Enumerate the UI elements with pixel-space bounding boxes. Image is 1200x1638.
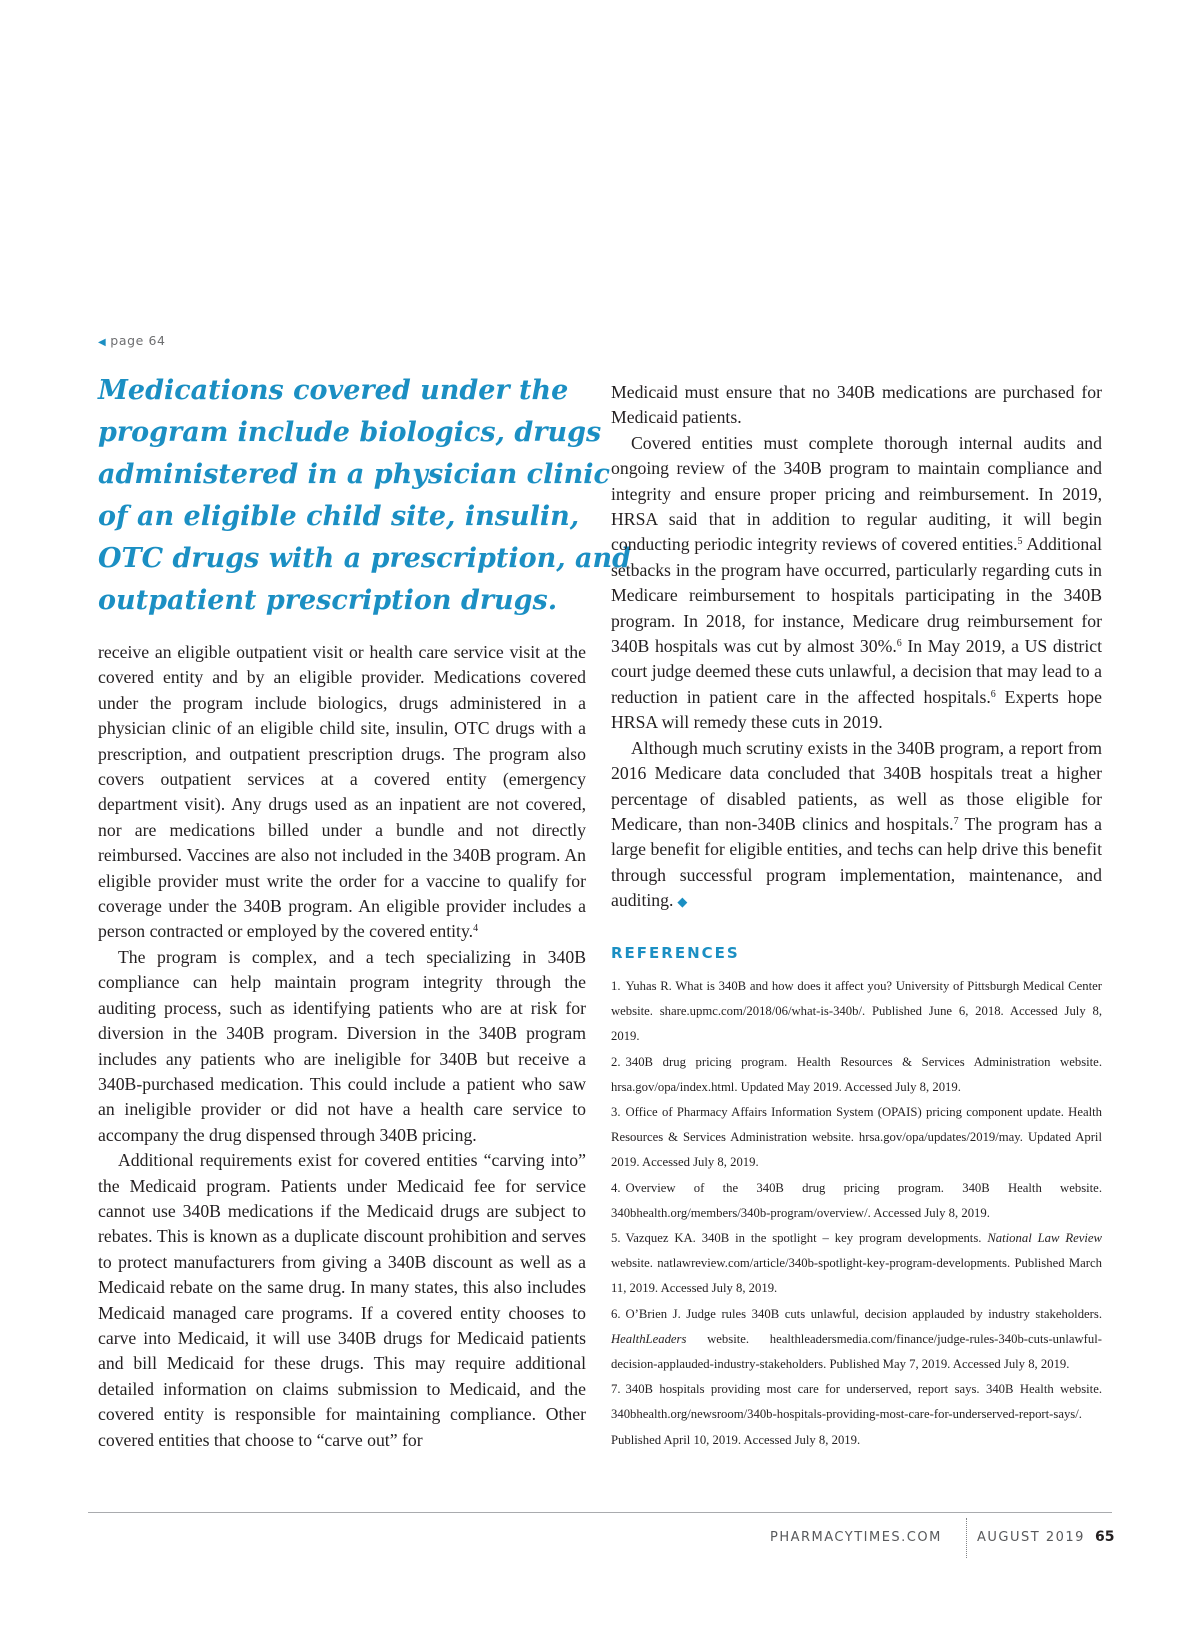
paragraph-text: Experts hope HRSA will remedy these cuts in 2019. [611, 686, 1102, 733]
reference-text: Vazquez KA. 340B in the spotlight – key program developments. [625, 1230, 988, 1245]
pull-quote-line: program include biologics, drugs [98, 417, 602, 448]
pull-quote-line: administered in a physician clinic [98, 459, 610, 490]
body-paragraph: Medicaid must ensure that no 340B medications are purchased for Medicaid patients. [611, 382, 1102, 428]
reference-item [611, 974, 1102, 1050]
reference-text: Overview of the 340B drug pricing program. 340B Health website. 340bhealth.org/members/340b-program/overview/. Accessed July 8, 2019. [611, 1180, 1102, 1220]
paragraph-text: Covered entities must complete thorough internal audits and ongoing review of the 340B program to maintain compliance and integrity and ensure proper pricing and reimbursement. In 2019, HRSA said that in addition to regular auditing, it will begin conducting periodic integrity reviews of covered entities. [611, 432, 1102, 555]
body-paragraph [98, 640, 586, 945]
reference-text: 340B hospitals providing most care for underserved, report says. 340B Health website. 340bhealth.org/newsroom/340b-hospitals-providing-most-care-for-underserved-report-says/. Published April 10, 2019. Accessed July 8, 2019. [611, 1382, 1102, 1447]
citation-superscript: 4 [473, 923, 479, 935]
body-paragraph [611, 431, 1102, 736]
reference-number: 6. [611, 1306, 621, 1321]
reference-item [611, 1050, 1102, 1100]
diamond-icon: ◆ [677, 894, 688, 910]
citation-superscript: 5 [1017, 536, 1023, 548]
pull-quote-line: of an eligible child site, insulin, [98, 501, 580, 532]
references-heading: REFERENCES [611, 943, 740, 962]
reference-item [611, 1226, 1102, 1302]
reference-item [611, 1302, 1102, 1378]
reference-number: 4. [611, 1180, 621, 1195]
references-list [611, 974, 1102, 1453]
left-triangle-icon: ◀ [98, 337, 107, 348]
pull-quote-line: OTC drugs with a prescription, and [98, 543, 632, 574]
reference-text: Office of Pharmacy Affairs Information System (OPAIS) pricing component update. Health Resources & Services Administration website. hrsa.gov/opa/updates/2019/may. Updated April 2019. Accessed July 8, 2019. [611, 1104, 1102, 1170]
reference-text: O’Brien J. Judge rules 340B cuts unlawful, decision applauded by industry stakeholders. [625, 1306, 1102, 1321]
right-text-column [611, 380, 1102, 1453]
paragraph-text: Although much scrutiny exists in the 340B program, a report from 2016 Medicare data concluded that 340B hospitals treat a higher percentage of disabled patients, as well as those eligible for Medicare, than non-340B clinics and hospitals. [611, 737, 1102, 834]
reference-number: 2. [611, 1054, 621, 1069]
reference-number: 5. [611, 1230, 621, 1245]
paragraph-text: receive an eligible outpatient visit or health care service visit at the covered entity and by an eligible provider. Medications covered under the program include biologics, drugs administered in a physician clinic of an eligible child site, insulin, OTC drugs with a prescription, and outpatient prescription drugs. The program also covers outpatient services at a covered entity (emergency department visit). Any drugs used as an inpatient are not covered, nor are medications billed under a bundle and not directly reimbursed. Vaccines are also not included in the 340B program. An eligible provider must write the order for a vaccine to qualify for coverage under the 340B program. An eligible provider includes a person contracted or employed by the covered entity. [98, 642, 586, 942]
continued-from-label [98, 333, 166, 348]
pull-quote-line: Medications covered under the [98, 375, 569, 406]
footer-issue-date: AUGUST 2019 [977, 1530, 1085, 1545]
footer-website: PHARMACYTIMES.COM [770, 1530, 942, 1545]
body-paragraph [611, 736, 1102, 915]
paragraph-text: The program has a large benefit for eligible entities, and techs can help drive this benefit through successful program implementation, maintenance, and auditing. [611, 813, 1102, 911]
reference-item [611, 1176, 1102, 1226]
citation-superscript: 6 [990, 688, 996, 700]
reference-text: Yuhas R. What is 340B and how does it affect you? University of Pittsburgh Medical Center website. share.upmc.com/2018/06/what-is-340b/. Published June 6, 2018. Accessed July 8, 2019. [611, 978, 1102, 1044]
footer-divider [88, 1512, 1112, 1513]
pull-quote-line: outpatient prescription drugs. [98, 585, 558, 616]
left-text-column [98, 640, 586, 1453]
paragraph-text: Additional setbacks in the program have occurred, particularly regarding cuts in Medicare reimbursement to hospitals participating in the 340B program. In 2018, for instance, Medicare drug reimbursement for 340B hospitals was cut by almost 30%. [611, 534, 1102, 657]
body-paragraph: Additional requirements exist for covered entities “carving into” the Medicaid program. Patients under Medicaid fee for service cannot use 340B medications if the Medicaid drugs are subject to rebates. This is known as a duplicate discount prohibition and serves to protect manufacturers from giving a 340B discount as well as a Medicaid rebate on the same drug. In many states, this also includes Medicaid managed care programs. If a covered entity chooses to carve into Medicaid, it will use 340B drugs for Medicaid patients and bill Medicaid for these drugs. This may require additional detailed information on claims submission to Medicaid, and the covered entity is responsible for maintaining compliance. Other covered entities that choose to “carve out” for [98, 1150, 586, 1450]
page-number: 65 [1095, 1529, 1115, 1545]
citation-superscript: 6 [896, 638, 902, 650]
citation-superscript: 7 [953, 815, 959, 827]
publication-title: HealthLeaders [611, 1331, 687, 1346]
reference-item [611, 1377, 1102, 1453]
paragraph-text: In May 2019, a US district court judge deemed these cuts unlawful, a decision that may lead to a reduction in patient care in the affected hospitals. [611, 636, 1102, 707]
reference-number: 1. [611, 978, 621, 993]
publication-title: National Law Review [987, 1230, 1102, 1245]
reference-text: website. healthleadersmedia.com/finance/judge-rules-340b-cuts-unlawful-decision-applauded-industry-stakeholders. Published May 7, 2019. Accessed July 8, 2019. [611, 1331, 1102, 1371]
reference-number: 3. [611, 1104, 621, 1119]
reference-item [611, 1100, 1102, 1176]
pull-quote [98, 370, 632, 622]
reference-number: 7. [611, 1382, 621, 1397]
reference-text: 340B drug pricing program. Health Resources & Services Administration website. hrsa.gov/opa/index.html. Updated May 2019. Accessed July 8, 2019. [611, 1054, 1102, 1094]
reference-text: website. natlawreview.com/article/340b-spotlight-key-program-developments. Published March 11, 2019. Accessed July 8, 2019. [611, 1256, 1102, 1296]
body-paragraph: The program is complex, and a tech specializing in 340B compliance can help maintain program integrity through the auditing process, such as identifying patients who are at risk for diversion in the 340B program. Diversion in the 340B program includes any patients who are ineligible for 340B but receive a 340B-purchased medication. This could include a patient who saw an ineligible provider or did not have a health care service to accompany the drug dispensed through 340B pricing. [98, 946, 586, 1145]
footer-separator [966, 1518, 967, 1558]
continued-text: page 64 [110, 333, 166, 348]
